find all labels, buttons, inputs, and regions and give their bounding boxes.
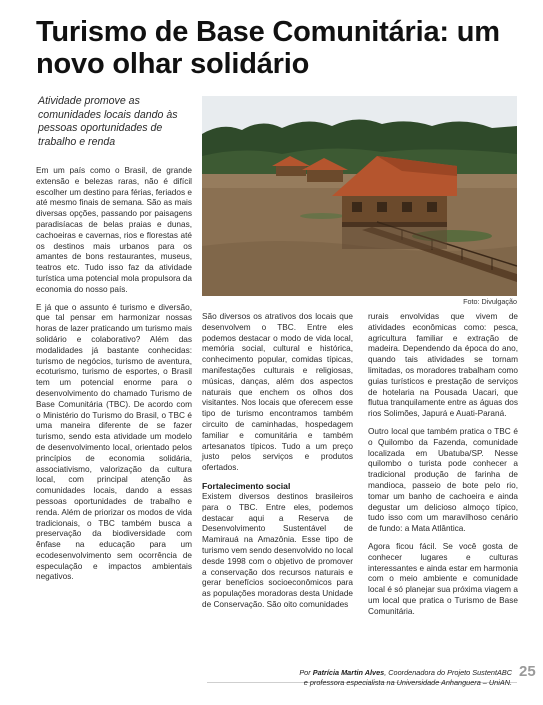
page-number: 25 bbox=[519, 663, 536, 680]
column-3 bbox=[368, 312, 518, 625]
author-credit bbox=[220, 668, 512, 688]
section-heading: Fortalecimento social bbox=[202, 480, 291, 491]
column-1 bbox=[36, 166, 192, 590]
author-affiliation: e professora especialista na Universidade Anhanguera – UniAN. bbox=[303, 678, 512, 687]
paragraph: E já que o assunto é turismo e diversão, que tal pensar em harmonizar nossas horas de lazer praticando um turismo mais solidário e colaborativo? Além das modalidades já bastante conhecidas: turismo de negócios, turismo de aventura, ecoturismo, turismo de esportes, o Brasil tem um potencial enorme para o desenvolvimento do chamado Turismo de Base Comunitária (TBC). De acordo com o Ministério do Turismo do Brasil, o TBC é uma maneira diferente de se fazer turismo, sendo esta atividade um modelo de desenvolvimento local, orientado pelos princípios de economia solidária, associativismo, valorização da cultura local, com principal atenção às comunidades locais, dando a essas pessoas oportunidades de trabalho e renda. Além de priorizar os modos de vida tradicionais, o TBC também busca a preservação da biodiversidade com ênfase na educação para um ecodesenvolvimento sem ocorrência de especulação e impactos ambientais negativos. bbox=[36, 302, 192, 582]
author-role: , Coordenadora do Projeto SustentABC bbox=[384, 668, 512, 677]
paragraph: rurais envolvidas que vivem de atividades econômicas como: pesca, agricultura familiar e extração de madeira. Dependendo da época do ano, quando tais atividades se tornam limitadas, os moradores trabalham como guias turísticos e prestação de serviços de hotelaria na Pousada Uacari, que flutua tranquilamente entre as águas dos rios Solimões, Japurá e Auati-Paraná. bbox=[368, 312, 518, 419]
paragraph: Existem diversos destinos brasileiros para o TBC. Entre eles, podemos destacar aqui a Reserva de Desenvolvimento Sustentável de Mamirauá na Amazônia. Esse tipo de turismo vem sendo desenvolvido no local desde 1998 com o objetivo de promover a conservação dos recursos naturais e gerar benefícios socioeconômicos para as populações moradoras desta Unidade de Conservação. São oito comunidades bbox=[202, 491, 353, 609]
paragraph: Agora ficou fácil. Se você gosta de conhecer lugares e culturas interessantes e ainda estar em harmonia com o meio ambiente e comunidade local é só planejar sua próxima viagem a um local que pratica o Turismo de Base Comunitária. bbox=[368, 541, 518, 616]
paragraph: São diversos os atrativos dos locais que desenvolvem o TBC. Entre eles podemos destacar o modo de vida local, memória social, cultural e histórica, conhecimento popular, comidas típicas, manifestações culturais e religiosas, músicas, danças, além dos aspectos naturais que enchem os olhos dos visitantes. Nos locais que oferecem esse tipo de turismo encontramos também circuito de caminhadas, hospedagem familiar e comunitária e também artesanatos típicos. Tudo a um preço justo pelos serviços e produtos ofertados. bbox=[202, 312, 353, 473]
floating-lodge-photo bbox=[202, 96, 517, 296]
column-2 bbox=[202, 312, 353, 618]
article-subtitle: Atividade promove as comunidades locais dando às pessoas oportunidades de trabalho e renda bbox=[38, 95, 178, 148]
paragraph: Outro local que também pratica o TBC é o Quilombo da Fazenda, comunidade localizada em Ubatuba/SP. Nesse quilombo o turista pode conhecer a tradicional produção de farinha de mandioca, passeio de bote pelo rio, tomar um banho de cachoeira e ainda degustar um delicioso almoço típico, tudo isso com um maravilhoso cenário de fundo: a Mata Atlântica. bbox=[368, 426, 518, 534]
article-title: Turismo de Base Comunitária: um novo olhar solidário bbox=[36, 16, 500, 80]
article-photo bbox=[202, 96, 517, 296]
author-name: Patrícia Martin Alves bbox=[312, 668, 385, 677]
paragraph: Em um país como o Brasil, de grande extensão e belezas raras, não é difícil escolher um destino para férias, feriados e até mesmo finais de semana. São as mais diversas opções, passando por paisagens paradisíacas de belas praias e dunas, cachoeiras e cavernas, rios e florestas até os destinos mais urbanos para os amantes de bons restaurantes, museus, teatros etc. Tudo isso faz da atividade turística uma potencial mola propulsora da economia do nosso país. bbox=[36, 166, 192, 294]
author-prefix: Por bbox=[299, 668, 313, 677]
photo-credit: Foto: Divulgação bbox=[463, 297, 517, 306]
